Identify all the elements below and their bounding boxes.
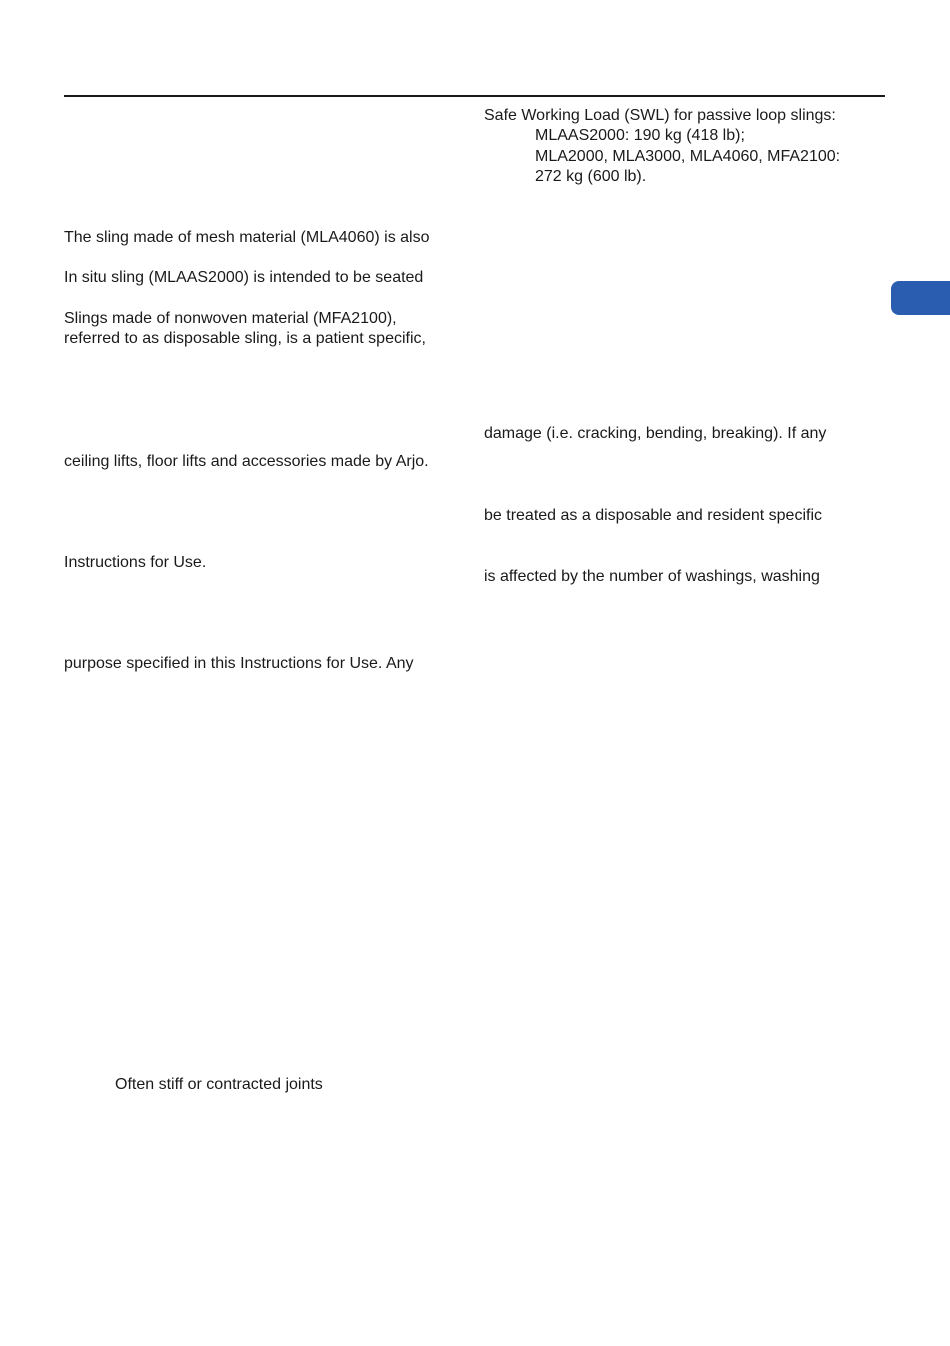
swl-heading: Safe Working Load (SWL) for passive loop slings: <box>484 107 836 124</box>
mesh-sling-text: The sling made of mesh material (MLA4060) is also <box>64 229 430 246</box>
lifts-accessories-text: ceiling lifts, floor lifts and accessories made by Arjo. <box>64 453 429 470</box>
disposable-text: be treated as a disposable and resident specific <box>484 507 822 524</box>
in-situ-sling-text: In situ sling (MLAAS2000) is intended to be seated <box>64 269 424 286</box>
swl-models: MLA2000, MLA3000, MLA4060, MFA2100: <box>535 148 841 165</box>
nonwoven-sling-text-line2: referred to as disposable sling, is a patient specific, <box>64 330 426 347</box>
swl-value: 272 kg (600 lb). <box>535 168 647 185</box>
joints-text: Often stiff or contracted joints <box>115 1076 323 1093</box>
damage-text: damage (i.e. cracking, bending, breaking). If any <box>484 425 827 442</box>
header-rule <box>64 95 885 97</box>
washing-text: is affected by the number of washings, washing <box>484 568 820 585</box>
instructions-for-use-text: Instructions for Use. <box>64 554 207 571</box>
swl-mlaas2000: MLAAS2000: 190 kg (418 lb); <box>535 127 745 144</box>
nonwoven-sling-text-line1: Slings made of nonwoven material (MFA2100), <box>64 310 397 327</box>
chapter-tab-marker <box>891 281 950 315</box>
purpose-text: purpose specified in this Instructions for Use. Any <box>64 655 414 672</box>
